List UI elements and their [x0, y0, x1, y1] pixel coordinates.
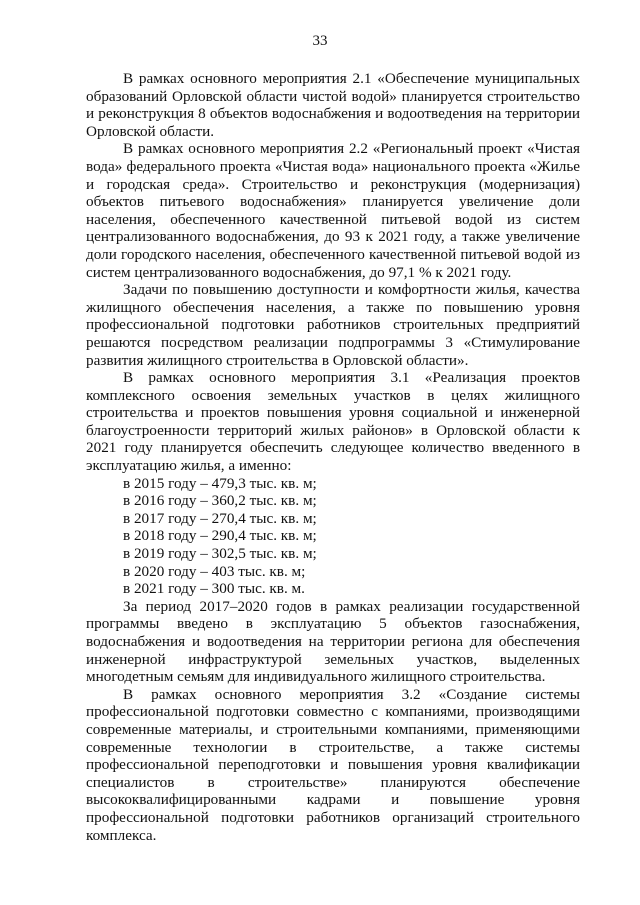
- paragraph-measure-2-2: В рамках основного мероприятия 2.2 «Региональный проект «Чистая вода» федерального проекта «Чистая вода» национального проекта «Жилье и городская среда». Строительство и реконструкция (модернизация) объектов питьевого водоснабжения» планируется увеличение доли населения, обеспеченного качественной питьевой водой из систем централизованного водоснабжения, до 93 к 2021 году, а также увеличение доли городского населения, обеспеченного качественной питьевой водой из систем централизованного водоснабжения, до 97,1 % к 2021 году.: [86, 140, 580, 281]
- list-item: в 2018 году – 290,4 тыс. кв. м;: [123, 527, 317, 545]
- paragraph-subprogram-3: Задачи по повышению доступности и комфортности жилья, качества жилищного обеспечения населения, а также по повышению уровня профессиональной подготовки работников строительных предприятий решаются посредством реализации подпрограммы 3 «Стимулирование развития жилищного строительства в Орловской области».: [86, 281, 580, 369]
- document-body: [86, 70, 580, 844]
- housing-commissioning-list: [86, 475, 580, 598]
- paragraph-period-2017-2020: За период 2017–2020 годов в рамках реализации государственной программы введено в эксплуатацию 5 объектов газоснабжения, водоснабжения и водоотведения на территории региона для обеспечения инженерной инфраструктурой земельных участков, выделенных многодетным семьям для индивидуального жилищного строительства.: [86, 597, 580, 686]
- paragraph-measure-3-1: В рамках основного мероприятия 3.1 «Реализация проектов комплексного освоения земельных участков в целях жилищного строительства и проектов повышения уровня социальной и инженерной благоустроенности территорий жилых районов» в Орловской области к 2021 году планируется обеспечить следующее количество введенного в эксплуатацию жилья, а именно:: [86, 369, 580, 475]
- list-item: в 2015 году – 479,3 тыс. кв. м;: [123, 474, 317, 492]
- list-item: в 2017 году – 270,4 тыс. кв. м;: [123, 509, 317, 527]
- list-item: в 2021 году – 300 тыс. кв. м.: [123, 580, 305, 598]
- list-item: в 2020 году – 403 тыс. кв. м;: [123, 562, 306, 580]
- list-item: в 2016 году – 360,2 тыс. кв. м;: [123, 492, 317, 510]
- paragraph-measure-3-2: В рамках основного мероприятия 3.2 «Создание системы профессиональной подготовки совместно с компаниями, производящими современные материалы, и строительными компаниями, применяющими современные технологии в строительстве, а также системы профессиональной переподготовки и повышения уровня квалификации специалистов в строительстве» планируются обеспечение высококвалифицированными кадрами и повышение уровня профессиональной подготовки работников организаций строительного комплекса.: [86, 685, 580, 844]
- page-number: 33: [312, 33, 328, 49]
- paragraph-measure-2-1: В рамках основного мероприятия 2.1 «Обеспечение муниципальных образований Орловской области чистой водой» планируется строительство и реконструкция 8 объектов водоснабжения и водоотведения на территории Орловской области.: [86, 70, 580, 140]
- list-item: в 2019 году – 302,5 тыс. кв. м;: [123, 545, 317, 563]
